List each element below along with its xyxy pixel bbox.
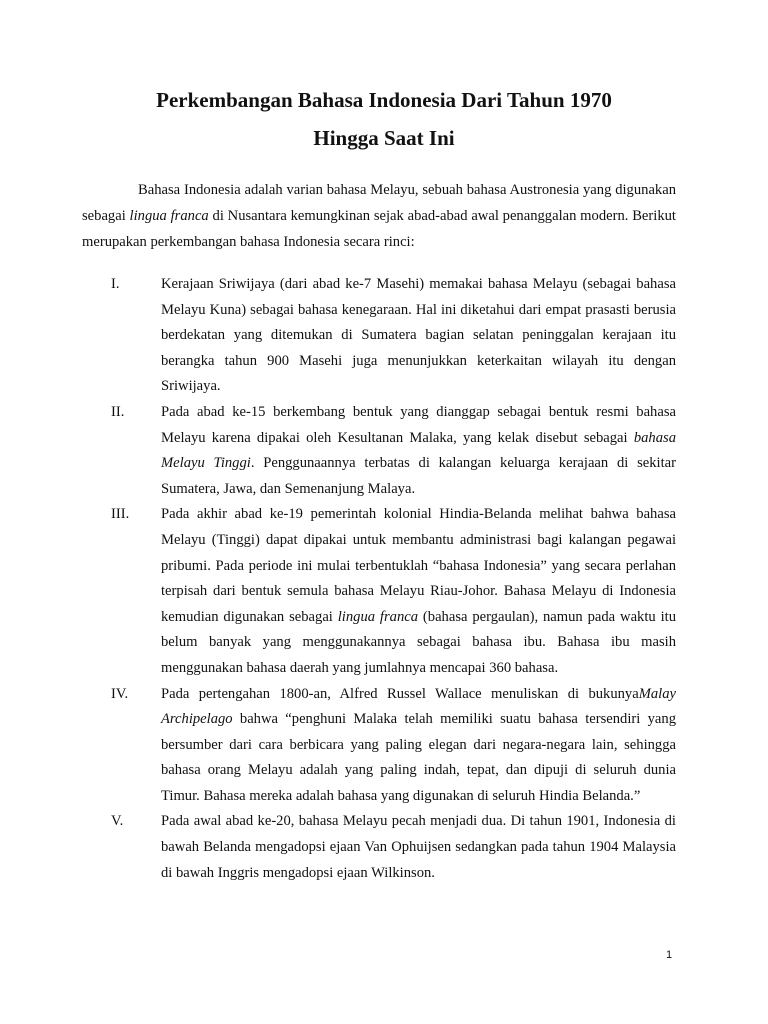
list-item-number: IV. [111, 685, 129, 702]
intro-paragraph [82, 177, 676, 255]
list-item-text-part: Pada pertengahan 1800-an, Alfred Russel Wallace menuliskan di bukunya [161, 685, 639, 702]
list-item-text [161, 400, 676, 502]
list-item-text [161, 682, 676, 810]
list-item-text [161, 502, 676, 681]
list-item-text-part: (bahasa pergaulan), namun pada waktu itu belum banyak yang menggunakannya sebagai bahasa ibu. Bahasa ibu masih menggunakan bahasa daerah yang jumlahnya mencapai 360 bahasa. [161, 608, 676, 676]
list-item [82, 272, 676, 400]
list-item [82, 400, 676, 502]
list-item-text-part: Pada abad ke-15 berkembang bentuk yang dianggap sebagai bentuk resmi bahasa Melayu karena dipakai oleh Kesultanan Malaka, yang kelak disebut sebagai [161, 403, 676, 446]
intro-text-2: di Nusantara kemungkinan sejak abad-abad awal penanggalan modern. Berikut merupakan perkembangan bahasa Indonesia secara rinci: [82, 208, 676, 250]
list-item-italic-term: bahasa Melayu Tinggi [161, 429, 676, 472]
intro-italic-term: lingua franca [129, 208, 209, 224]
list-item-italic-term: lingua franca [337, 608, 419, 625]
list-item-number: V. [111, 813, 124, 830]
list-item-number: III. [111, 506, 130, 523]
intro-text-1: Bahasa Indonesia adalah varian bahasa Melayu, sebuah bahasa Austronesia yang digunakan sebagai [82, 182, 676, 224]
list-item-text-part: bahwa “penghuni Malaka telah memiliki suatu bahasa tersendiri yang bersumber dari cara berbicara yang paling elegan dari negara-negara lain, sehingga bahasa orang Melayu adalah yang paling indah, tepat, dan dipuji di seluruh dunia Timur. Bahasa mereka adalah bahasa yang digunakan di seluruh Hindia Belanda.” [161, 711, 676, 804]
list-item-text-part: Kerajaan Sriwijaya (dari abad ke-7 Masehi) memakai bahasa Melayu (sebagai bahasa Melayu Kuna) sebagai bahasa kenegaraan. Hal ini diketahui dari empat prasasti berusia berdekatan yang ditemukan di Sumatera bagian selatan peninggalan kerajaan itu berangka tahun 900 Masehi juga menunjukkan keterkaitan wilayah itu dengan Sriwijaya. [161, 276, 676, 395]
document-title-line-1: Perkembangan Bahasa Indonesia Dari Tahun 1970 [156, 88, 612, 112]
list-item-italic-term: Malay Archipelago [161, 685, 676, 728]
list-item-text [161, 272, 676, 400]
list-item-number: I. [111, 276, 120, 292]
development-list [82, 272, 676, 886]
document-title-line-2: Hingga Saat Ini [313, 126, 455, 150]
list-item-text [161, 809, 676, 886]
list-item [82, 502, 676, 681]
list-item-text-part: . Penggunaannya terbatas di kalangan keluarga kerajaan di sekitar Sumatera, Jawa, dan Semenanjung Malaya. [161, 455, 676, 497]
list-item [82, 809, 676, 886]
list-item-number: II. [111, 403, 125, 420]
page-number: 1 [666, 949, 673, 961]
list-item-text-part: Pada akhir abad ke-19 pemerintah kolonial Hindia-Belanda melihat bahwa bahasa Melayu (Tinggi) dapat dipakai untuk membantu administrasi bagi kalangan pegawai pribumi. Pada periode ini mulai terbentuklah “bahasa Indonesia” yang secara perlahan terpisah dari bentuk semula bahasa Melayu Riau-Johor. Bahasa Melayu di Indonesia kemudian digunakan sebagai [161, 506, 676, 625]
list-item-text-part: Pada awal abad ke-20, bahasa Melayu pecah menjadi dua. Di tahun 1901, Indonesia di bawah Belanda mengadopsi ejaan Van Ophuijsen sedangkan pada tahun 1904 Malaysia di bawah Inggris mengadopsi ejaan Wilkinson. [161, 813, 676, 881]
list-item [82, 682, 676, 810]
